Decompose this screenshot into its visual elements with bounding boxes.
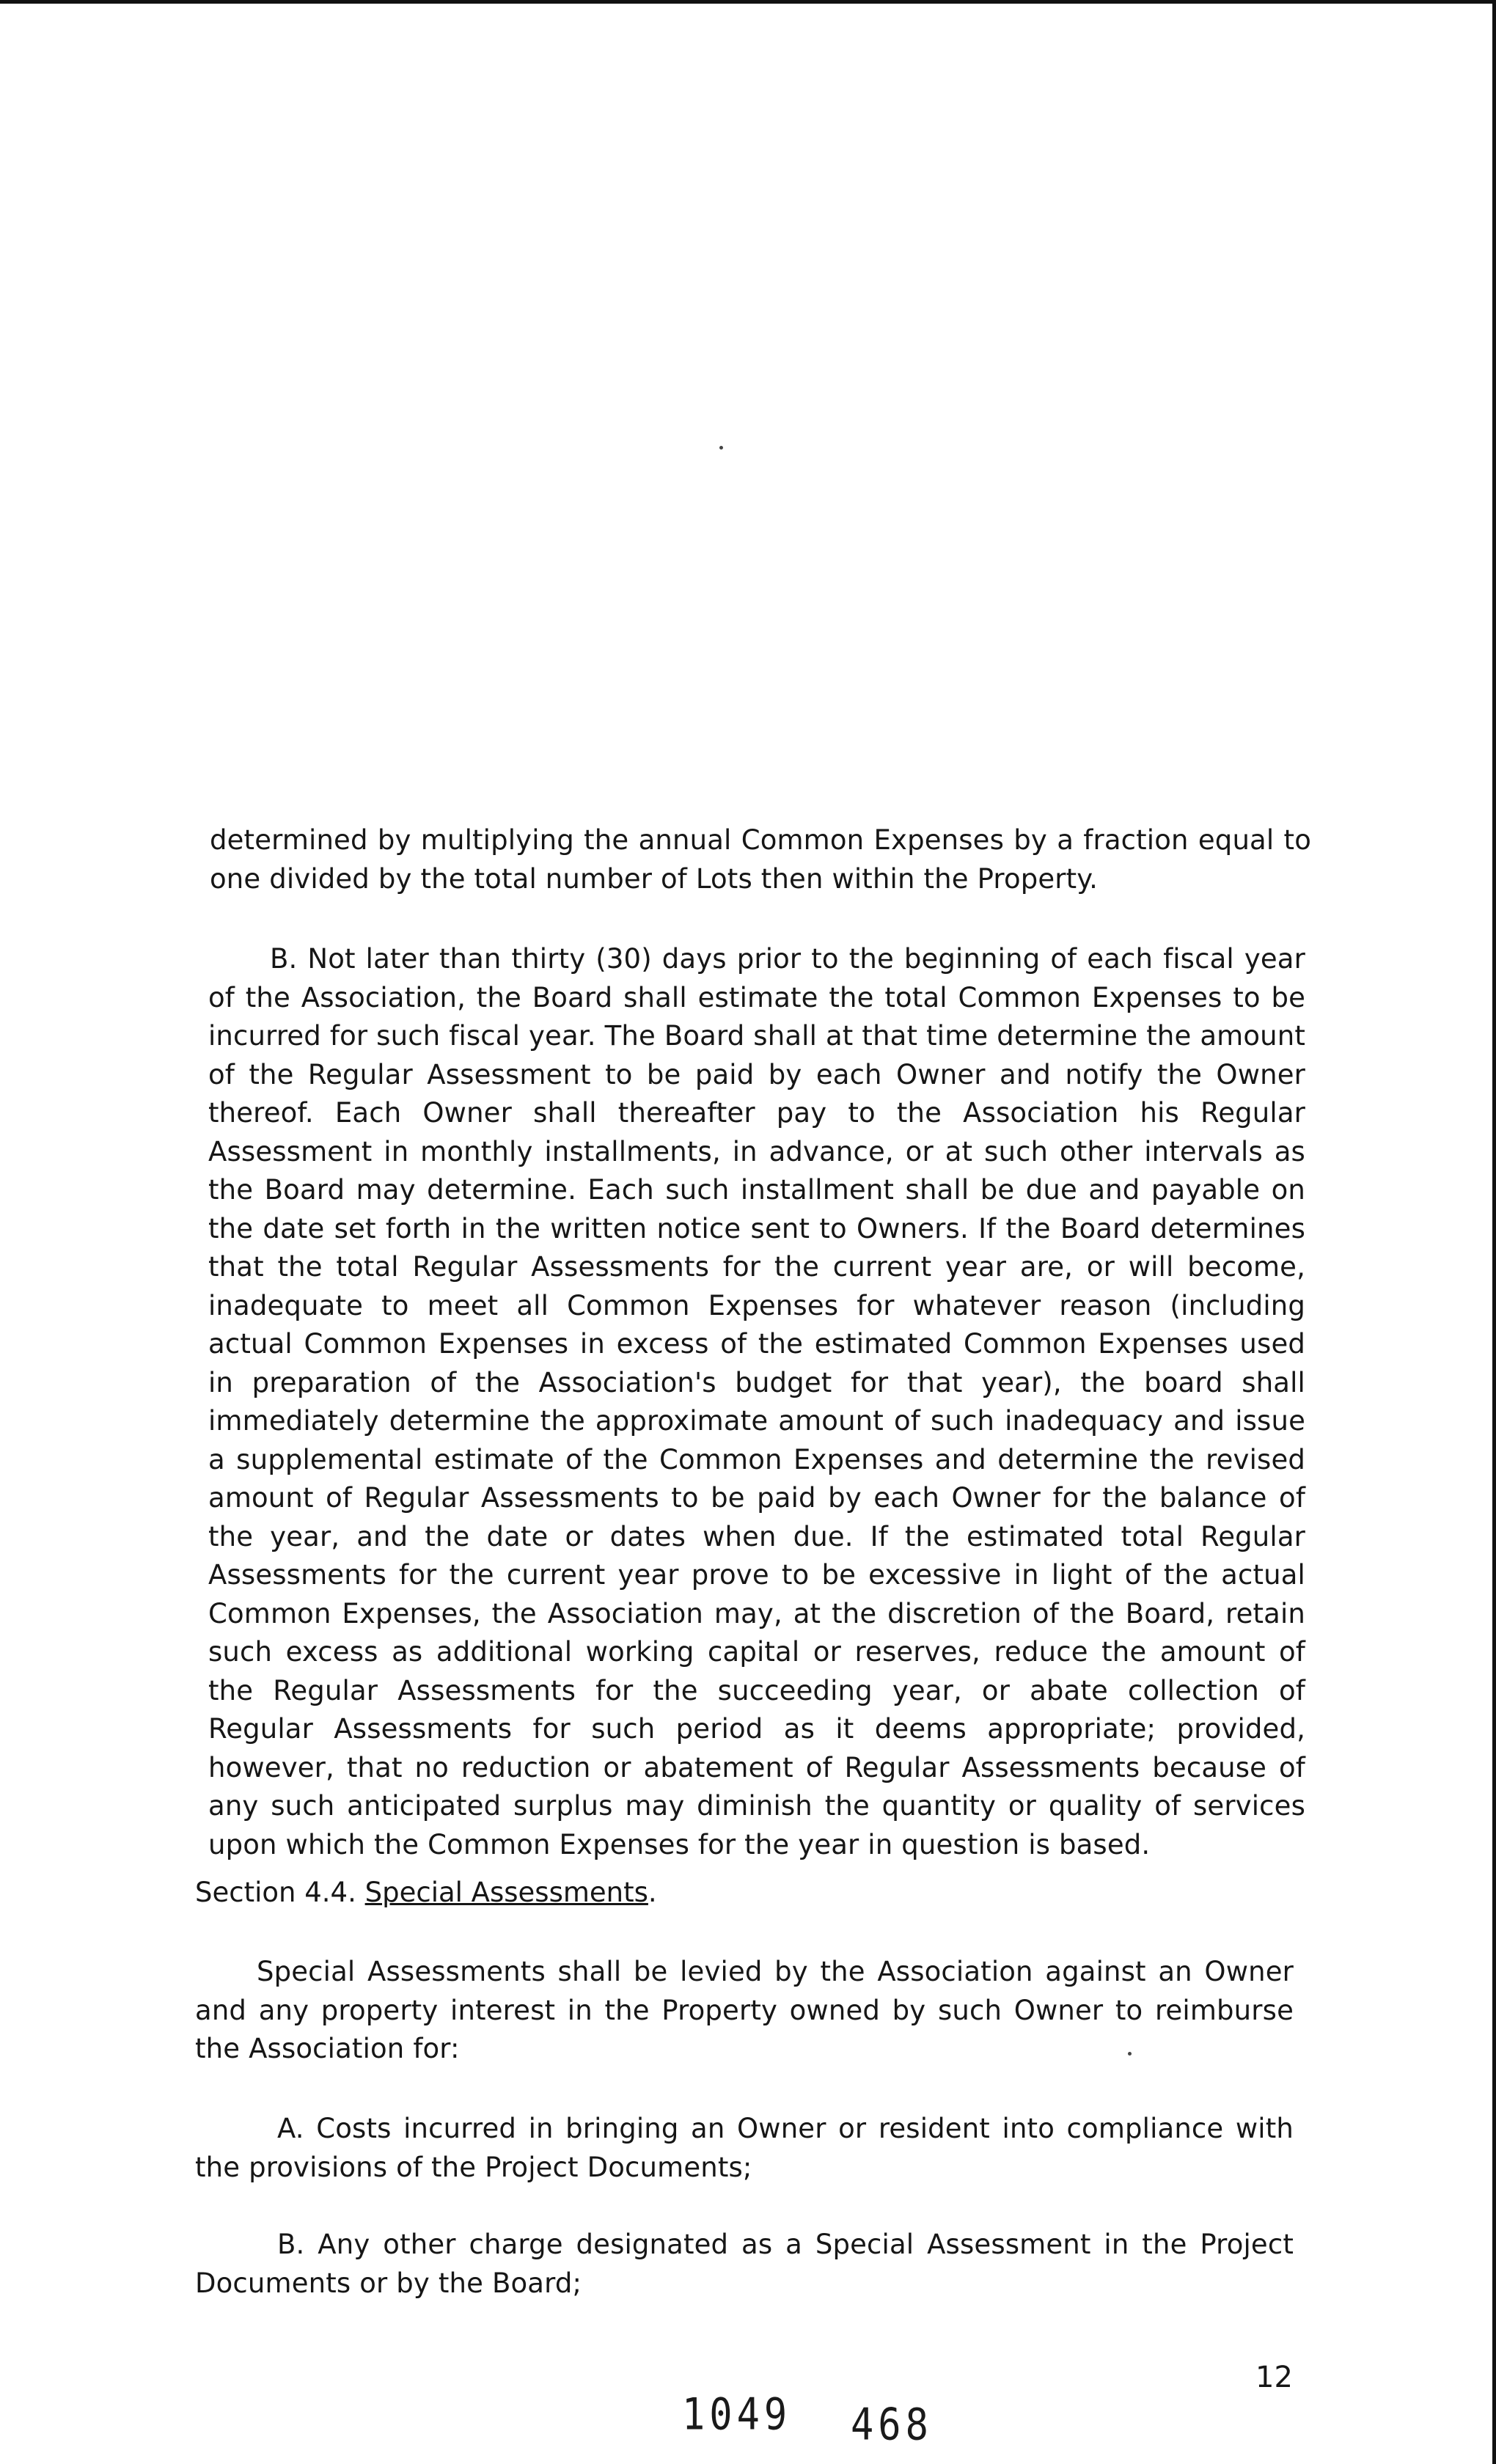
- recording-book-number: 1049: [682, 2389, 792, 2441]
- special-assessments-intro: Special Assessments shall be levied by the Association against an Owner and any property interest in the Property owned by such Owner to reimburse the Association for:: [195, 1956, 1294, 2064]
- section-title: Special Assessments: [364, 1877, 648, 1908]
- section-number: Section 4.4.: [195, 1877, 356, 1908]
- page-top-edge: [0, 0, 1496, 4]
- section-title-period: .: [648, 1877, 657, 1908]
- list-item-a: A. Costs incurred in bringing an Owner or resident into compliance with the provisions of the Project Documents;: [195, 2113, 1294, 2183]
- page-right-edge: [1492, 0, 1496, 2464]
- page-number: 12: [1255, 2361, 1293, 2394]
- list-item-b: B. Any other charge designated as a Special Assessment in the Project Documents or by the Board;: [195, 2229, 1294, 2299]
- paragraph-b: B. Not later than thirty (30) days prior to the beginning of each fiscal year of the Association, the Board shall estimate the total Common Expenses to be incurred for such fiscal year. The Board shall at that time determine the amount of the Regular Assessment to be paid by each Owner and notify the Owner thereof. Each Owner shall thereafter pay to the Association his Regular Assessment in monthly installments, in advance, or at such other intervals as the Board may determine. Each such installment shall be due and payable on the date set forth in the written notice sent to Owners. If the Board determines that the total Regular Assessments for the current year are, or will become, inadequate to meet all Common Expenses for whatever reason (including actual Common Expenses in excess of the estimated Common Expenses used in preparation of the Association's budget for that year), the board shall immediately determine the approximate amount of such inadequacy and issue a supplemental estimate of the Common Expenses and determine the revised amount of Regular Assessments to be paid by each Owner for the balance of the year, and the date or dates when due. If the estimated total Regular Assessments for the current year prove to be excessive in light of the actual Common Expenses, the Association may, at the discretion of the Board, retain such excess as additional working capital or reserves, reduce the amount of the Regular Assessments for the succeeding year, or abate collection of Regular Assessments for such period as it deems appropriate; provided, however, that no reduction or abatement of Regular Assessments because of any such anticipated surplus may diminish the quantity or quality of services upon which the Common Expenses for the year in question is based.: [208, 943, 1305, 1860]
- recording-page-number: 468: [851, 2399, 933, 2451]
- continuation-paragraph: determined by multiplying the annual Common Expenses by a fraction equal to one divided by the total number of Lots then within the Property.: [210, 824, 1311, 895]
- section-heading: [195, 1874, 657, 1912]
- scan-speck: [719, 446, 723, 450]
